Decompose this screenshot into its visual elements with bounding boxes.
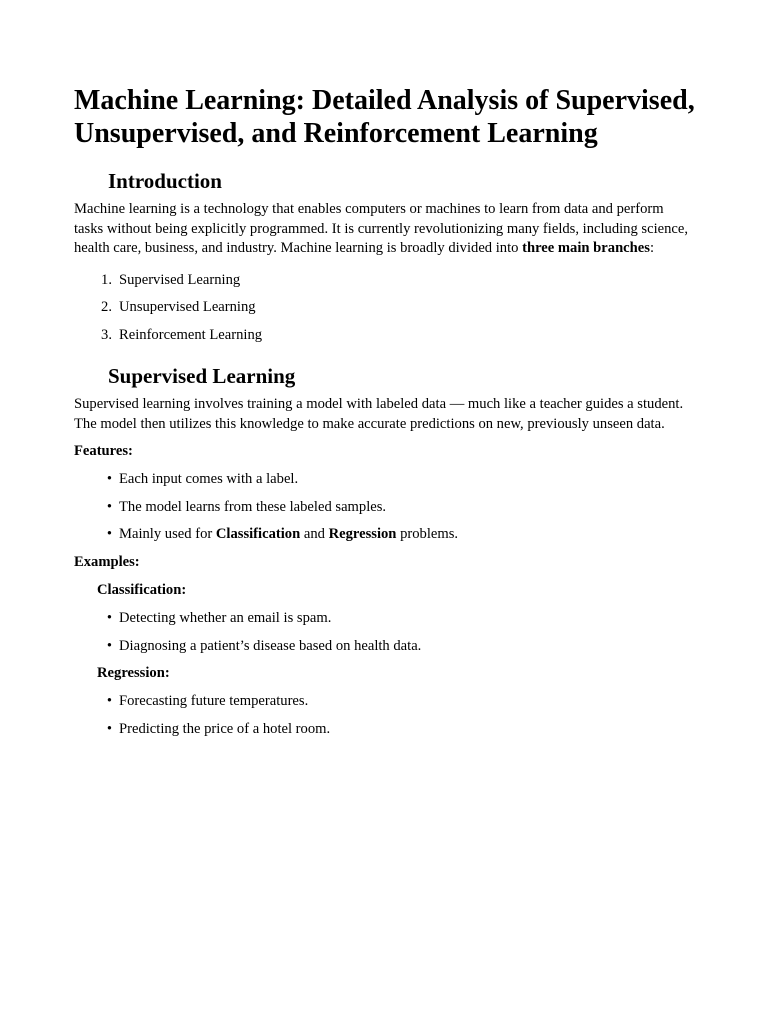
intro-paragraph-text: Machine learning is a technology that enables computers or machines to learn from data and perform tasks without being explicitly programmed. It is currently revolutionizing many fields, including science, health care, business, and industry. Machine learning is broadly divided into bbox=[74, 201, 689, 256]
bullet: • bbox=[106, 637, 112, 654]
list-item bbox=[74, 271, 696, 290]
regression-label: Regression: bbox=[97, 665, 170, 682]
bullet: • bbox=[106, 720, 112, 737]
list-item-text: Each input comes with a label. bbox=[119, 471, 299, 488]
list-item bbox=[74, 298, 696, 317]
intro-paragraph-bold: three main branches bbox=[522, 240, 650, 256]
section-heading-introduction: Introduction bbox=[108, 169, 222, 193]
list-item bbox=[74, 470, 696, 489]
bullet: • bbox=[106, 471, 112, 488]
supervised-paragraph: Supervised learning involves training a model with labeled data — much like a teacher guides a student. The model then utilizes this knowledge to make accurate predictions on new, previously unseen data. bbox=[74, 396, 684, 432]
list-number: 3. bbox=[101, 326, 112, 343]
list-item-text: Detecting whether an email is spam. bbox=[119, 610, 332, 627]
list-number: 1. bbox=[101, 271, 112, 288]
list-item bbox=[74, 692, 696, 711]
list-item bbox=[74, 720, 696, 739]
examples-label: Examples: bbox=[74, 554, 140, 571]
bullet: • bbox=[106, 693, 112, 710]
list-item bbox=[74, 525, 696, 544]
features-list bbox=[74, 470, 696, 544]
list-item-text bbox=[119, 525, 458, 544]
list-item bbox=[74, 326, 696, 345]
classification-examples-list bbox=[74, 609, 696, 656]
bold-term-classification: Classification bbox=[215, 526, 301, 543]
list-item bbox=[74, 498, 696, 517]
bullet: • bbox=[106, 526, 112, 543]
bullet: • bbox=[106, 610, 112, 627]
section-heading-supervised-learning: Supervised Learning bbox=[108, 364, 296, 389]
bullet: • bbox=[106, 498, 112, 515]
list-item bbox=[74, 637, 696, 656]
features-label: Features: bbox=[74, 443, 133, 460]
list-item-text: Reinforcement Learning bbox=[119, 326, 263, 343]
text-fragment: and bbox=[300, 526, 329, 543]
text-fragment: problems. bbox=[396, 526, 459, 543]
regression-examples-list bbox=[74, 692, 696, 739]
list-number: 2. bbox=[101, 299, 112, 316]
intro-paragraph bbox=[74, 200, 696, 259]
document-title: Machine Learning: Detailed Analysis of Supervised, Unsupervised, and Reinforcement Learning bbox=[74, 85, 695, 149]
list-item-text: Forecasting future temperatures. bbox=[119, 693, 309, 710]
text-fragment: Mainly used for bbox=[119, 526, 216, 543]
list-item-text: Predicting the price of a hotel room. bbox=[119, 720, 331, 737]
list-item-text: Supervised Learning bbox=[119, 271, 241, 288]
bold-term-regression: Regression bbox=[328, 526, 397, 543]
list-item-text: Unsupervised Learning bbox=[119, 299, 256, 316]
intro-paragraph-end: : bbox=[649, 240, 654, 256]
classification-label: Classification: bbox=[97, 582, 187, 599]
list-item-text: The model learns from these labeled samples. bbox=[119, 498, 387, 515]
list-item bbox=[74, 609, 696, 628]
list-item-text: Diagnosing a patient’s disease based on health data. bbox=[119, 637, 422, 654]
branches-list bbox=[74, 271, 696, 345]
